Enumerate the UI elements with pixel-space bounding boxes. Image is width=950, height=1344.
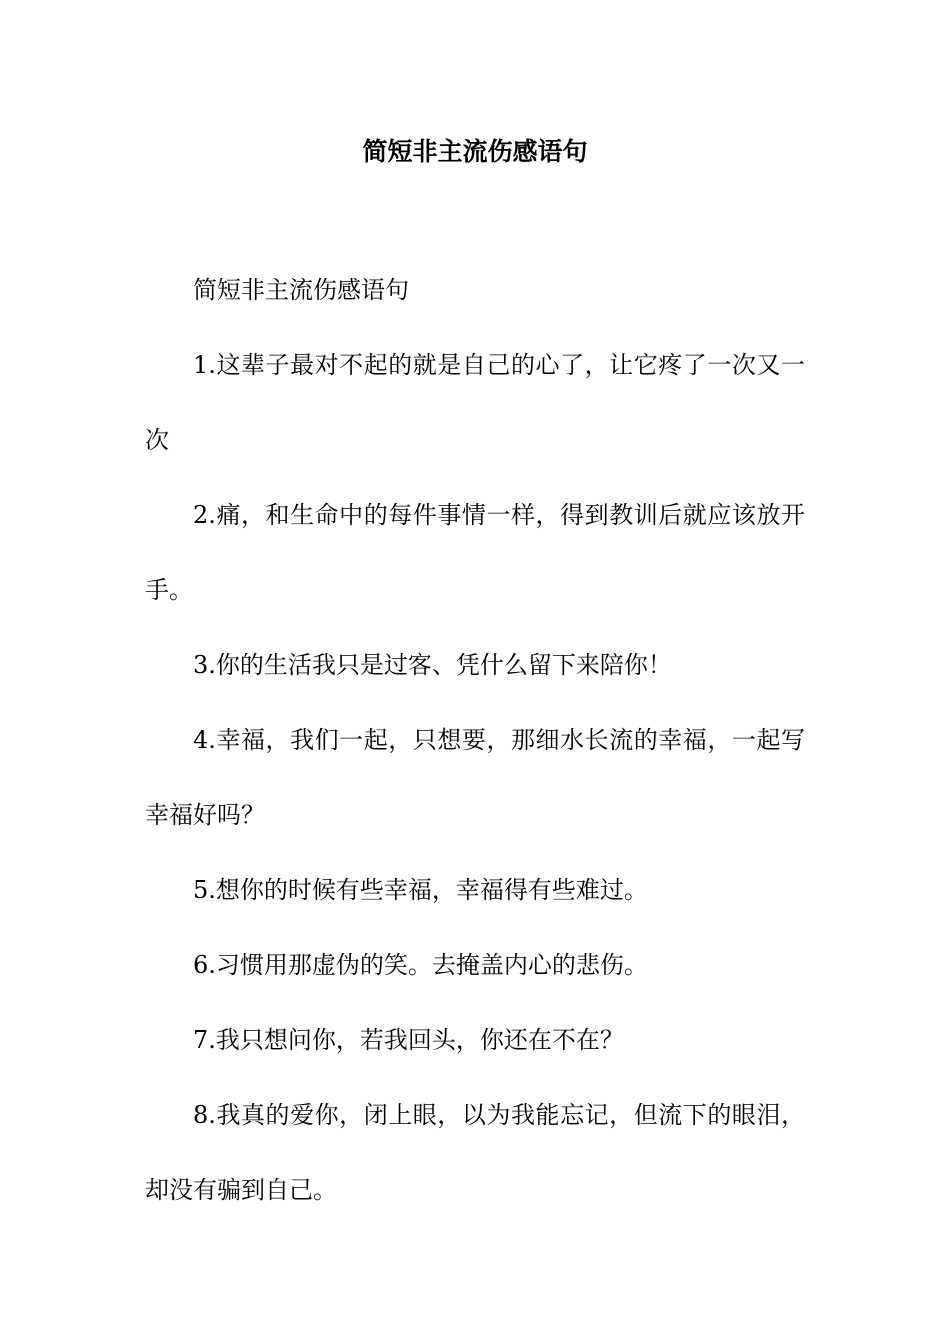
paragraph-item-5: 5.想你的时候有些幸福，幸福得有些难过。	[193, 876, 648, 904]
paragraph-item-7: 7.我只想问你，若我回头，你还在不在？	[193, 1026, 624, 1054]
paragraph-subtitle: 简短非主流伤感语句	[193, 276, 409, 304]
paragraph-item-6: 6.习惯用那虚伪的笑。去掩盖内心的悲伤。	[193, 951, 648, 979]
paragraph-item-2: 2.痛，和生命中的每件事情一样，得到教训后就应该放开手。	[145, 501, 805, 604]
paragraph-item-1: 1.这辈子最对不起的就是自己的心了，让它疼了一次又一次	[145, 351, 805, 454]
paragraph-item-4: 4.幸福，我们一起，只想要，那细水长流的幸福，一起写幸福好吗？	[145, 726, 805, 829]
paragraph-item-8: 8.我真的爱你，闭上眼，以为我能忘记，但流下的眼泪，却没有骗到自己。	[145, 1101, 805, 1204]
document-title: 简短非主流伤感语句	[362, 137, 588, 166]
paragraph-item-3: 3.你的生活我只是过客、凭什么留下来陪你！	[193, 651, 672, 679]
document-body	[145, 253, 805, 1228]
